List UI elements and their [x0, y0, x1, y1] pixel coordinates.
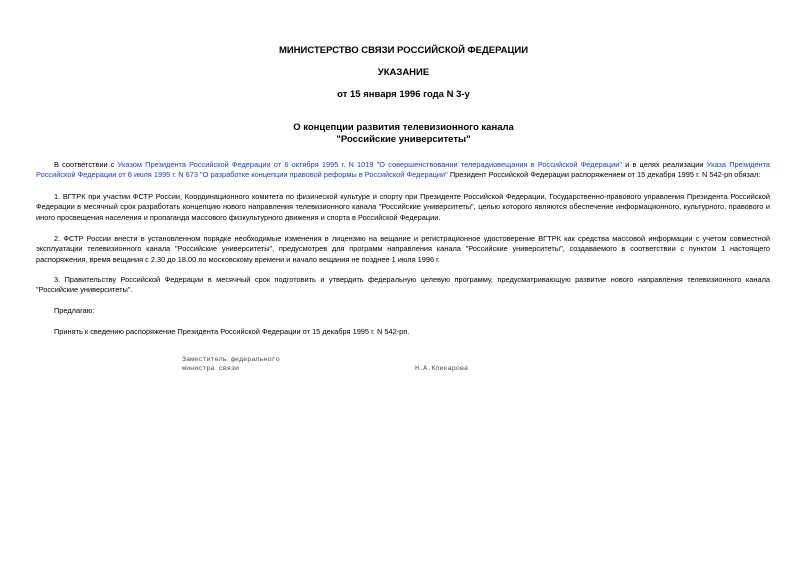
preamble-text-3: Президент Российской Федерации распоряжением от 15 декабря 1995 г. N 542-рп обязал:	[447, 170, 761, 180]
paragraph-resolution	[36, 327, 770, 337]
preamble-text-2: и в целях реализации	[621, 160, 707, 169]
document-title	[0, 122, 807, 146]
signature-position: Заместитель федерального министра связи	[182, 356, 280, 373]
paragraph-3-text: 3. Правительству Российской Федерации в месячный срок подготовить и утвердить федеральную целевую программу, предусматривающую развитие нового направления телевизионного канала "Российские университеты".	[36, 275, 770, 295]
paragraph-3	[36, 275, 770, 296]
propose-text: Предлагаю:	[54, 306, 95, 315]
title-line-2: "Российские университеты"	[336, 134, 471, 145]
signature-name: Н.А.Кликарова	[415, 365, 469, 373]
paragraph-1	[36, 192, 770, 223]
title-line-1: О концепции развития телевизионного канала	[293, 122, 514, 133]
document-date: от 15 января 1996 года N 3-у	[337, 89, 470, 100]
paragraph-1-text: 1. ВГТРК при участии ФСТР России, Координационного комитета по физической культуре и спорту при Президенте Российской Федерации, Государственно-правового управления Президента Российской Федерации в месячный срок разработать концепцию нового направления телевизионного канала "Российские университеты", целью которого являются обеспечение информационного, культурного, правового и иного просвещения населения и пропаганда массового физкультурного движения и спорта в Российской Федерации.	[36, 192, 770, 222]
document-type: УКАЗАНИЕ	[377, 67, 430, 78]
paragraph-2	[36, 234, 770, 265]
ministry-heading: МИНИСТЕРСТВО СВЯЗИ РОССИЙСКОЙ ФЕДЕРАЦИИ	[278, 45, 529, 56]
paragraph-propose	[36, 306, 770, 316]
decree-673-link[interactable]: Указа Президента Российской Федерации от 6 июля 1995 г. N 673 "О разработке концепции правовой реформы в Российской Федерации"	[36, 160, 770, 180]
decree-1019-link[interactable]: Указом Президента Российской Федерации от 6 октября 1995 г. N 1019 "О совершенствовании телерадиовещания в Российской Федерации"	[117, 160, 622, 169]
preamble-text-1: В соответствии с	[54, 160, 118, 169]
resolution-text: Принять к сведению распоряжение Президента Российской Федерации от 15 декабря 1995 г. N 542-рп.	[54, 327, 410, 336]
paragraph-preamble	[36, 160, 770, 181]
paragraph-2-text: 2. ФСТР России внести в установленном порядке необходимые изменения в лицензию на вещание и регистрационное удостоверение ВГТРК как средства массовой информации с учетом совместной эксплуатации телевизионного канала "Российские университеты", предусмотрев для программ направления канала "Российские университеты", создаваемого в соответствии с пунктом 1 настоящего распоряжения, время вещания с 2.30 до 18.00 по московскому времени и начало вещания не позднее 1 июля 1996 г.	[36, 234, 770, 264]
